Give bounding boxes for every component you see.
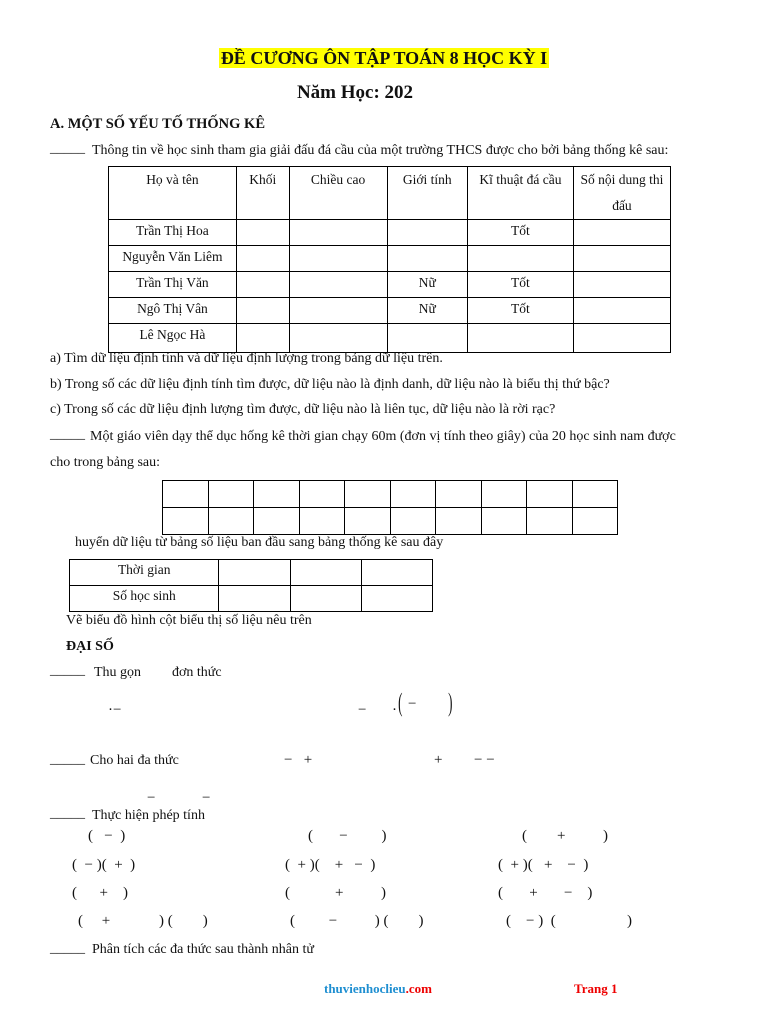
table-cell xyxy=(290,586,361,612)
table-cell xyxy=(390,481,436,508)
q5-label: Thực hiện phép tính xyxy=(92,808,205,823)
math-fragment: ( + )( + − ) xyxy=(498,857,589,873)
table-cell xyxy=(572,508,618,535)
table-cell xyxy=(481,481,527,508)
table-cell xyxy=(289,220,387,246)
table-cell xyxy=(361,586,432,612)
q1-part-b: b) Trong số các dữ liệu định tính tìm được, dữ liệu nào là định danh, dữ liệu nào là biểu thị thứ bậc? xyxy=(50,377,610,392)
table-row xyxy=(163,508,618,535)
math-fragment: ( + ) ( ) xyxy=(78,913,208,929)
math-fragment: ( − ) xyxy=(88,828,126,844)
table-cell: Tốt xyxy=(467,220,573,246)
q4-blank: _____ xyxy=(50,752,85,767)
table-cell xyxy=(481,508,527,535)
q4-label: Cho hai đa thức xyxy=(90,753,179,768)
table-cell xyxy=(290,560,361,586)
table-cell xyxy=(236,246,289,272)
table-cell xyxy=(254,481,300,508)
table-cell xyxy=(387,220,467,246)
q1-part-c: c) Trong số các dữ liệu định lượng tìm được, dữ liệu nào là liên tục, dữ liệu nào là rời rạc? xyxy=(50,402,556,417)
table-cell xyxy=(236,220,289,246)
table-row xyxy=(109,324,671,353)
q3-label: Thu gọn xyxy=(94,665,142,680)
table-cell xyxy=(361,560,432,586)
q3-label-2: đơn thức xyxy=(172,665,222,680)
math-fragment: + xyxy=(434,752,443,768)
table-cell xyxy=(573,324,670,353)
table-cell: Tốt xyxy=(467,272,573,298)
table-cell xyxy=(163,508,209,535)
table-cell xyxy=(390,508,436,535)
table-cell xyxy=(208,508,254,535)
q2-blank: _____ xyxy=(50,427,85,442)
math-fragment: · xyxy=(392,702,397,718)
table-cell xyxy=(236,272,289,298)
table-cell xyxy=(219,586,290,612)
math-fragment: − − xyxy=(474,752,495,768)
math-fragment: ( − ) ( ) xyxy=(506,913,632,929)
math-fragment: ( − ) xyxy=(308,828,387,844)
math-fragment: ( + − ) xyxy=(498,885,593,901)
q6-label: Phân tích các đa thức sau thành nhân tử xyxy=(92,942,314,957)
math-fragment: ( xyxy=(398,688,403,717)
running-time-table xyxy=(162,480,618,535)
table-cell xyxy=(527,508,573,535)
col-name-header: Họ và tên xyxy=(109,167,237,220)
table-cell: Nữ xyxy=(387,298,467,324)
page-number: Trang 1 xyxy=(574,981,618,996)
col-technique-header: Kĩ thuật đá cầu xyxy=(467,167,573,220)
q2-draw-instruction: Vẽ biểu đồ hình cột biểu thị số liệu nêu trên xyxy=(66,613,312,628)
table-cell xyxy=(467,246,573,272)
table-cell xyxy=(289,246,387,272)
table-cell xyxy=(436,481,482,508)
math-fragment: ( + ) xyxy=(522,828,608,844)
math-fragment: − + xyxy=(284,752,313,768)
table-cell xyxy=(573,298,670,324)
math-fragment: ·− xyxy=(108,702,122,718)
students-label-cell: Số học sinh xyxy=(70,586,219,612)
q2-intro-line2: cho trong bảng sau: xyxy=(50,455,161,470)
table-cell xyxy=(163,481,209,508)
table-cell xyxy=(289,324,387,353)
math-fragment: ( + ) xyxy=(72,885,128,901)
table-cell xyxy=(345,481,391,508)
q1-intro: Thông tin về học sinh tham gia giải đấu đá cầu của một trường THCS được cho bởi bảng thống kê sau: xyxy=(92,143,669,158)
q2-convert-instruction: huyển dữ liệu từ bảng số liệu ban đầu sang bảng thống kê sau đây xyxy=(75,535,444,550)
table-row xyxy=(163,481,618,508)
table-cell: Trần Thị Hoa xyxy=(109,220,237,246)
table-cell xyxy=(572,481,618,508)
table-cell: Nguyễn Văn Liêm xyxy=(109,246,237,272)
table-cell xyxy=(289,298,387,324)
table-row xyxy=(70,586,433,612)
col-events-header: Số nội dung thi đấu xyxy=(573,167,670,220)
players-table xyxy=(108,166,671,353)
table-cell xyxy=(219,560,290,586)
table-cell xyxy=(236,324,289,353)
q2-intro-line1: Một giáo viên dạy thể dục hống kê thời gian chạy 60m (đơn vị tính theo giây) của 20 học sinh nam được xyxy=(90,429,676,444)
table-cell: Tốt xyxy=(467,298,573,324)
math-fragment: ( − ) ( ) xyxy=(290,913,424,929)
table-row xyxy=(70,560,433,586)
table-cell xyxy=(236,298,289,324)
time-label-cell: Thời gian xyxy=(70,560,219,586)
table-row xyxy=(109,220,671,246)
col-gender-header: Giới tính xyxy=(387,167,467,220)
table-cell xyxy=(527,481,573,508)
q3-blank: _____ xyxy=(50,663,85,678)
table-cell: Lê Ngọc Hà xyxy=(109,324,237,353)
table-cell xyxy=(299,481,345,508)
q1-blank: _____ xyxy=(50,141,85,156)
table-cell xyxy=(289,272,387,298)
table-cell: Nữ xyxy=(387,272,467,298)
table-cell xyxy=(573,246,670,272)
math-fragment: − xyxy=(408,696,417,712)
section-a-heading: A. MỘT SỐ YẾU TỐ THỐNG KÊ xyxy=(50,116,265,132)
math-fragment: ( + ) xyxy=(285,885,386,901)
document-subtitle: Năm Học: 202 xyxy=(296,82,414,103)
math-fragment: − xyxy=(147,790,156,806)
table-cell xyxy=(436,508,482,535)
col-grade-header: Khối xyxy=(236,167,289,220)
math-fragment: ( + )( + − ) xyxy=(285,857,376,873)
table-cell xyxy=(208,481,254,508)
math-fragment: − xyxy=(358,702,367,718)
table-cell: Ngô Thị Vân xyxy=(109,298,237,324)
math-fragment: ( − )( + ) xyxy=(72,857,136,873)
document-title: ĐỀ CƯƠNG ÔN TẬP TOÁN 8 HỌC KỲ I xyxy=(220,48,548,68)
footer-site-link[interactable]: thuvienhoclieu.com xyxy=(324,981,432,996)
table-row xyxy=(109,246,671,272)
table-cell xyxy=(573,220,670,246)
q6-blank: _____ xyxy=(50,941,85,956)
table-row xyxy=(109,272,671,298)
table-cell xyxy=(467,324,573,353)
algebra-heading: ĐẠI SỐ xyxy=(66,639,114,654)
math-fragment: − xyxy=(202,790,211,806)
col-height-header: Chiều cao xyxy=(289,167,387,220)
table-cell xyxy=(573,272,670,298)
table-cell xyxy=(387,324,467,353)
frequency-table xyxy=(69,559,433,612)
math-fragment: ) xyxy=(448,688,453,717)
table-row xyxy=(109,298,671,324)
table-cell xyxy=(254,508,300,535)
table-cell: Trần Thị Văn xyxy=(109,272,237,298)
table-cell xyxy=(387,246,467,272)
table-cell xyxy=(345,508,391,535)
q1-part-a: a) Tìm dữ liệu định tính và dữ liệu định lượng trong bảng dữ liệu trên. xyxy=(50,351,443,366)
q5-blank: _____ xyxy=(50,806,85,821)
table-cell xyxy=(299,508,345,535)
table-header-row xyxy=(109,167,671,220)
